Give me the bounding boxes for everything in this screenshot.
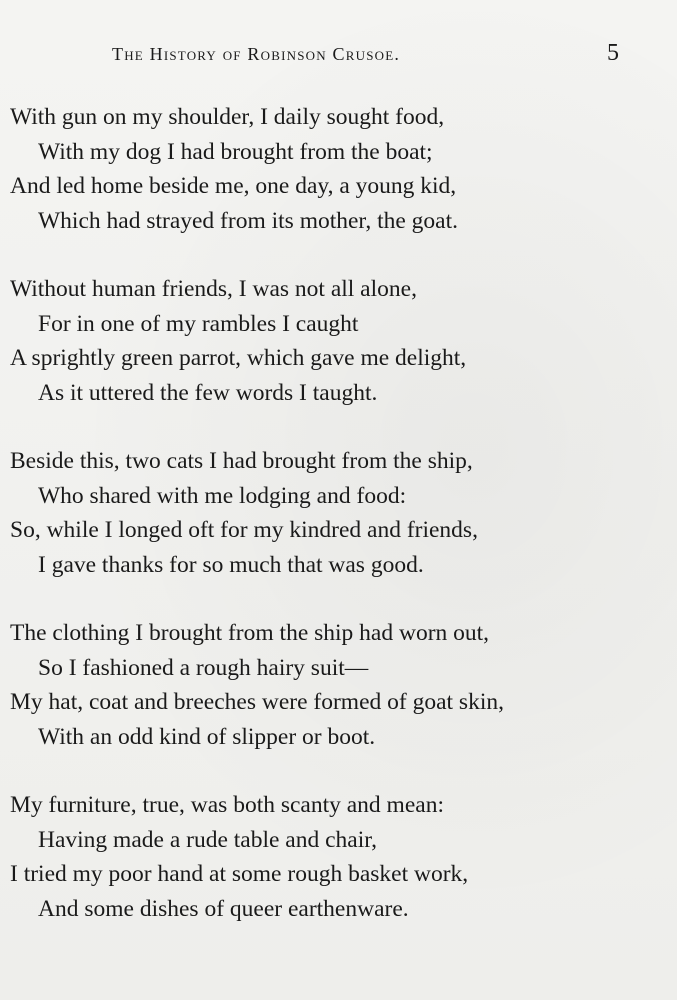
poem-line: So I fashioned a rough hairy suit— [38, 654, 369, 681]
stanza-3 [0, 444, 677, 582]
poem-line: With my dog I had brought from the boat; [38, 138, 433, 165]
poem [0, 100, 677, 926]
poem-line: Without human friends, I was not all alone, [10, 276, 417, 302]
poem-line: I tried my poor hand at some rough basket work, [10, 861, 469, 887]
poem-line: With an odd kind of slipper or boot. [38, 723, 376, 750]
poem-line: Which had strayed from its mother, the goat. [38, 207, 458, 234]
poem-line: Who shared with me lodging and food: [38, 482, 407, 509]
stanza-2 [0, 272, 677, 410]
poem-line: Beside this, two cats I had brought from the ship, [10, 448, 473, 474]
poem-line: For in one of my rambles I caught [38, 310, 359, 337]
poem-line: A sprightly green parrot, which gave me delight, [10, 345, 467, 371]
stanza-5 [0, 788, 677, 926]
poem-line: So, while I longed oft for my kindred and friends, [10, 517, 478, 543]
page-number: 5 [607, 40, 619, 66]
poem-line: Having made a rude table and chair, [38, 826, 378, 853]
poem-line: As it uttered the few words I taught. [38, 379, 378, 406]
poem-line: And led home beside me, one day, a young kid, [10, 173, 457, 199]
poem-line: The clothing I brought from the ship had worn out, [10, 620, 490, 646]
stanza-4 [0, 616, 677, 754]
poem-line: My hat, coat and breeches were formed of goat skin, [10, 689, 504, 715]
poem-line: My furniture, true, was both scanty and mean: [10, 792, 444, 818]
poem-line: With gun on my shoulder, I daily sought food, [10, 104, 445, 130]
stanza-1 [0, 100, 677, 238]
page-header [0, 40, 677, 70]
running-title: The History of Robinson Crusoe. [112, 44, 401, 64]
poem-line: And some dishes of queer earthenware. [38, 895, 409, 922]
poem-line: I gave thanks for so much that was good. [38, 551, 424, 578]
